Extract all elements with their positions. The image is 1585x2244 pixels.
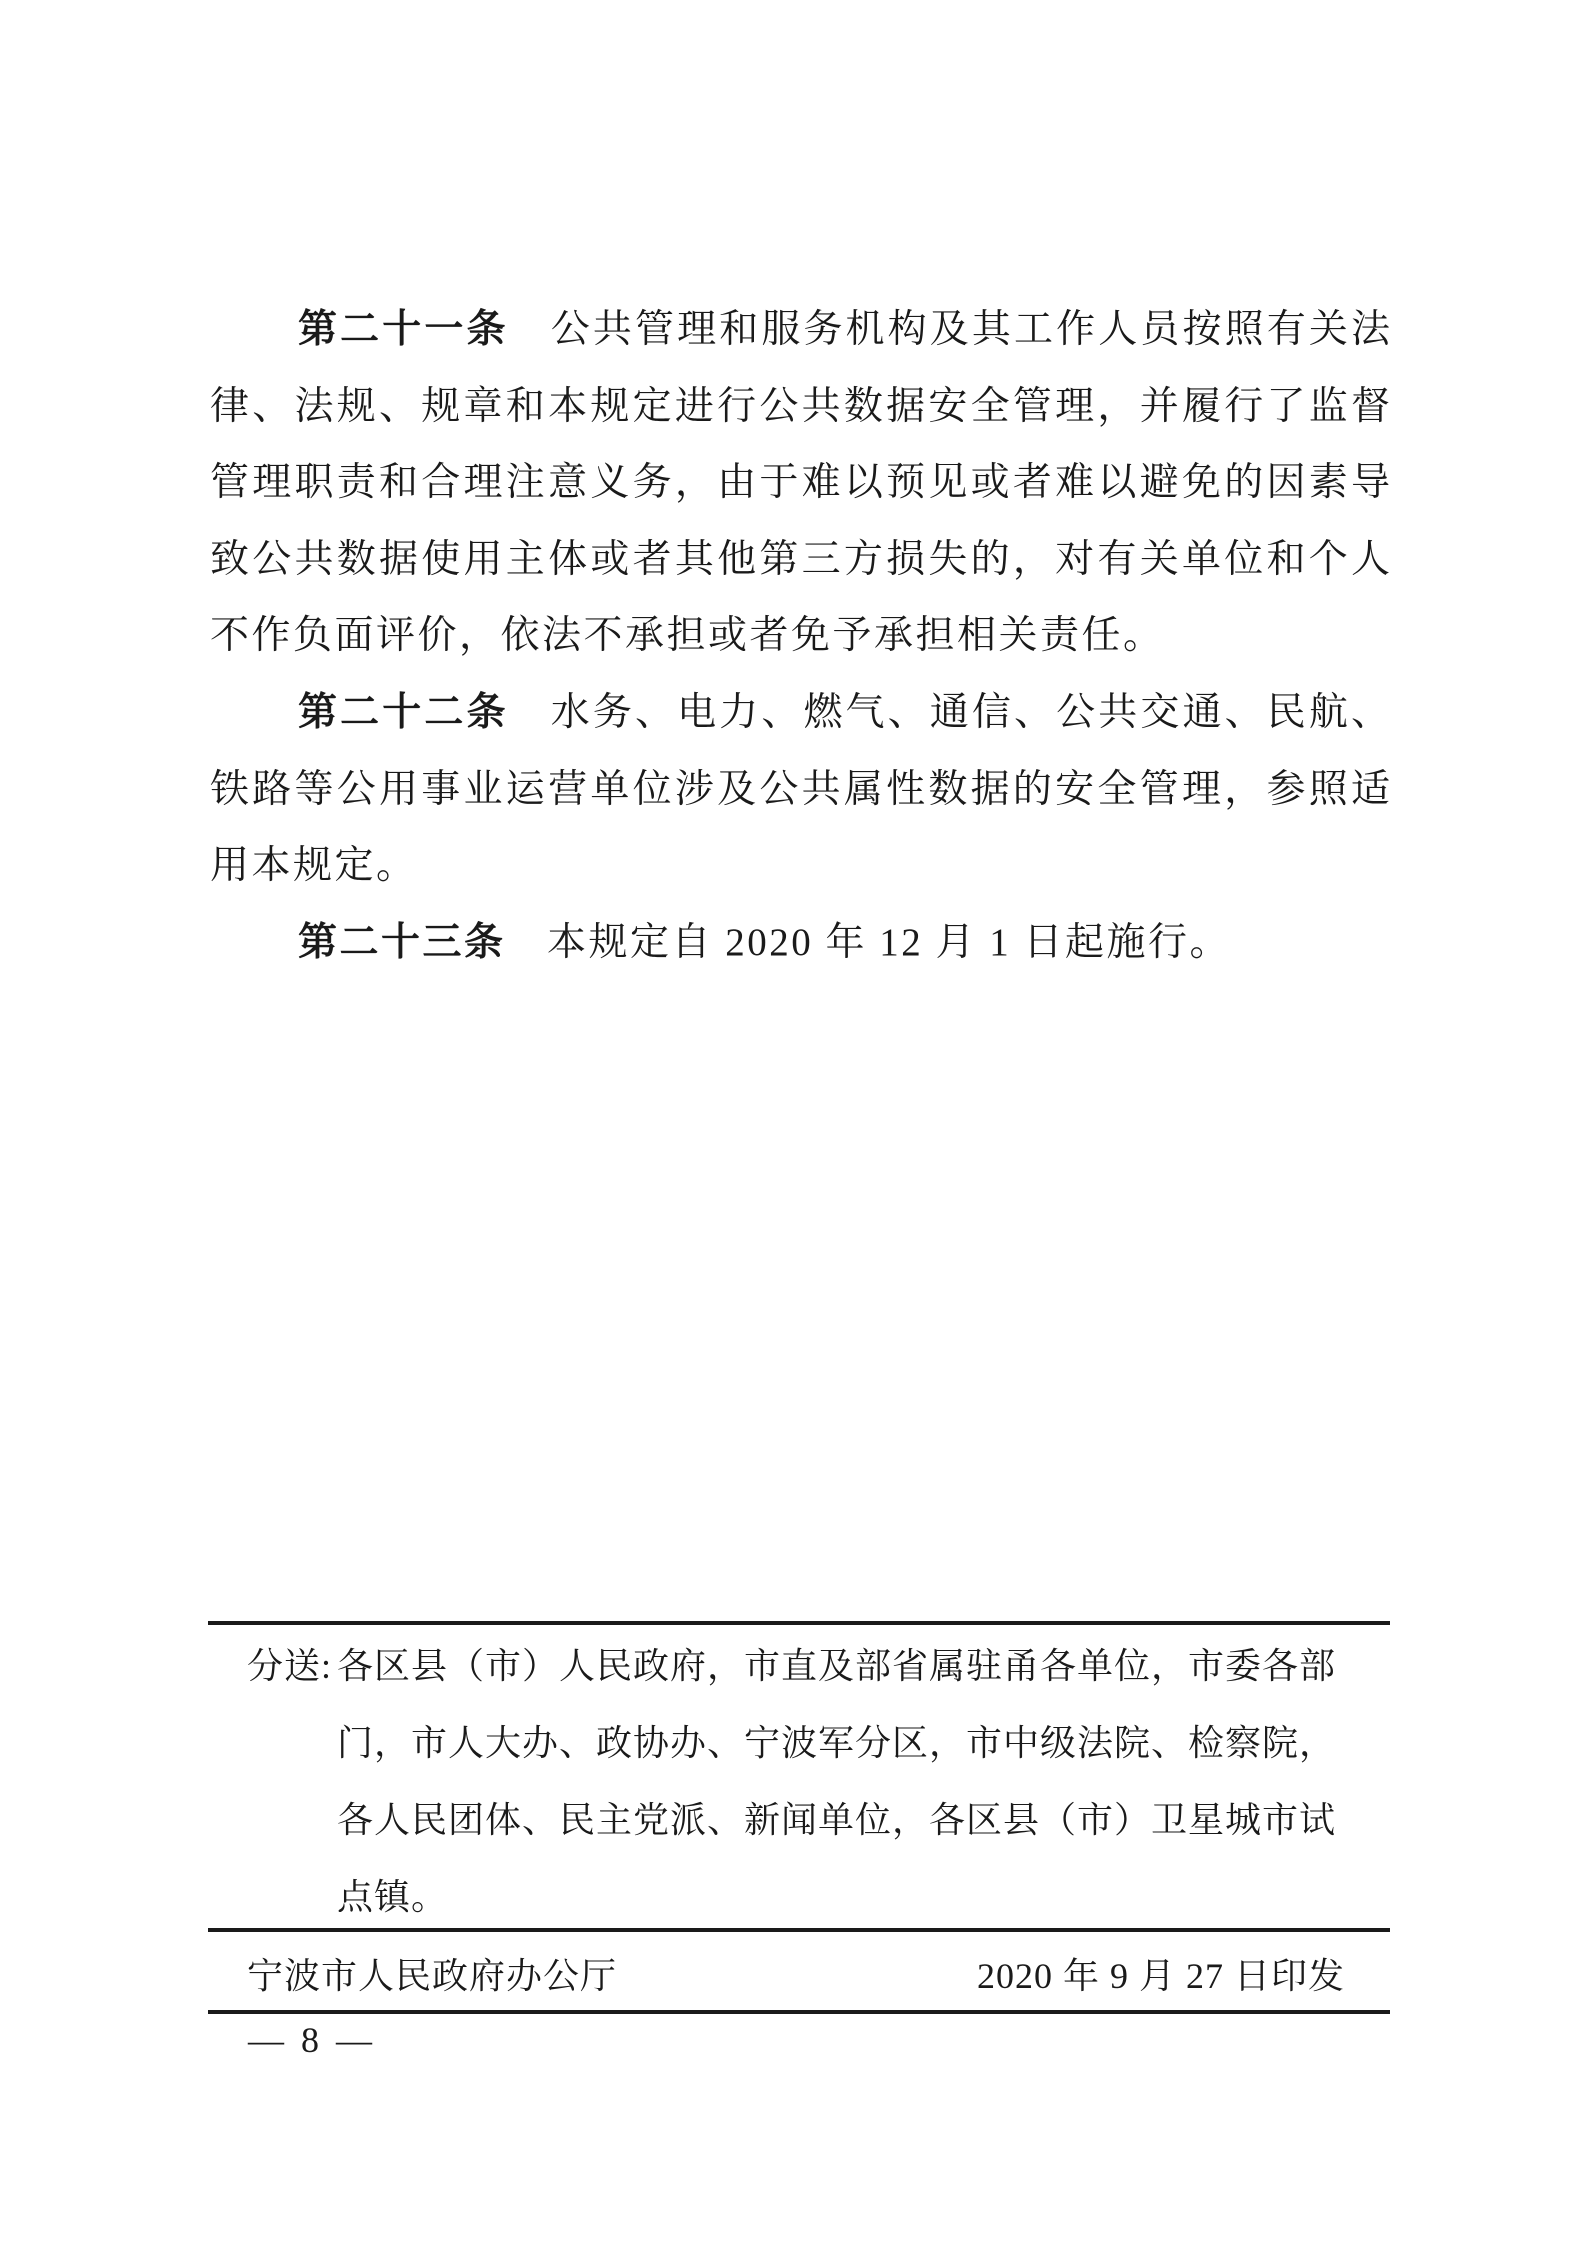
distribution-line: 各人民团体、民主党派、新闻单位，各区县（市）卫星城市试 [337, 1800, 1337, 1840]
article-line: 铁路等公用事业运营单位涉及公共属性数据的安全管理，参照适 [210, 767, 1390, 811]
footer-print-date: 2020 年 9 月 27 日印发 [976, 1955, 1345, 1996]
article-line: 第二十三条 本规定自 2020 年 12 月 1 日起施行。 [298, 920, 1232, 964]
distribution-line: 点镇。 [337, 1877, 449, 1917]
article-heading: 第二十三条 [298, 920, 506, 964]
article-line: 律、法规、规章和本规定进行公共数据安全管理，并履行了监督 [210, 384, 1390, 428]
article [210, 905, 1390, 982]
article-line: 第二十一条 公共管理和服务机构及其工作人员按照有关法 [298, 308, 1390, 351]
page-number: — 8 — [248, 2020, 376, 2060]
distribution-section [247, 1628, 1390, 1936]
article-line: 不作负面评价，依法不承担或者免予承担相关责任。 [210, 614, 1165, 658]
article-heading: 第二十二条 [298, 690, 509, 734]
document-body [210, 292, 1390, 981]
footer-issuer: 宁波市人民政府办公厅 [247, 1955, 618, 1996]
article-line: 用本规定。 [210, 844, 418, 888]
separator-rule-middle [208, 1928, 1390, 1932]
separator-rule-bottom [208, 2010, 1390, 2014]
article [210, 675, 1390, 905]
distribution-content [337, 1628, 1390, 1936]
distribution-line: 各区县（市）人民政府，市直及部省属驻甬各单位，市委各部 [337, 1646, 1337, 1686]
distribution-label: 分送: [247, 1646, 333, 1686]
article-line: 致公共数据使用主体或者其他第三方损失的，对有关单位和个人 [210, 537, 1390, 581]
footer-row [247, 1938, 1390, 2008]
separator-rule-top [208, 1621, 1390, 1625]
article [210, 292, 1390, 675]
article-line: 管理职责和合理注意义务，由于难以预见或者难以避免的因素导 [210, 461, 1390, 505]
article-heading: 第二十一条 [298, 308, 509, 351]
article-line: 第二十二条 水务、电力、燃气、通信、公共交通、民航、 [298, 690, 1390, 734]
distribution-line: 门，市人大办、政协办、宁波军分区，市中级法院、检察院， [337, 1723, 1337, 1763]
